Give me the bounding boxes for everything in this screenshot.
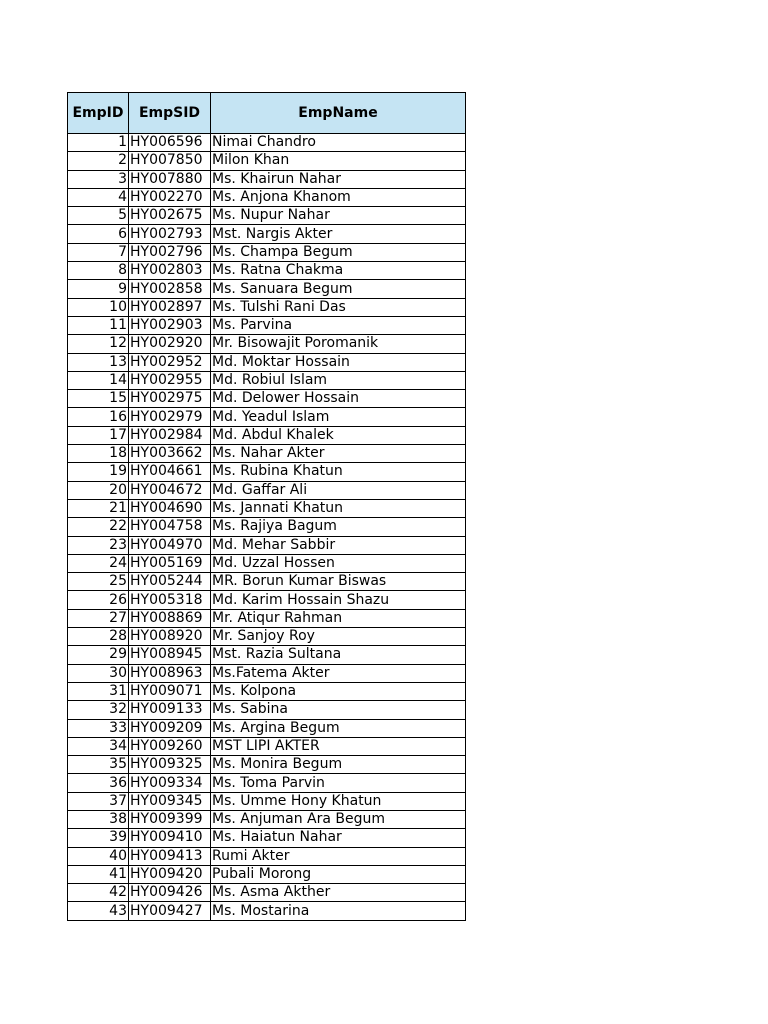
cell-empsid: HY009260 [129,737,211,755]
cell-empsid: HY008945 [129,646,211,664]
cell-empid: 28 [68,628,129,646]
cell-empname: Ms. Kolpona [211,682,466,700]
cell-empsid: HY004690 [129,499,211,517]
table-row [68,481,466,499]
cell-empid: 18 [68,445,129,463]
table-row [68,573,466,591]
cell-empname: Md. Yeadul Islam [211,408,466,426]
cell-empid: 10 [68,298,129,316]
cell-empid: 16 [68,408,129,426]
cell-empid: 13 [68,353,129,371]
table-row [68,792,466,810]
cell-empid: 4 [68,188,129,206]
header-row [68,93,466,134]
cell-empid: 6 [68,225,129,243]
cell-empname: Mr. Bisowajit Poromanik [211,335,466,353]
cell-empname: Pubali Morong [211,865,466,883]
cell-empname: Milon Khan [211,152,466,170]
cell-empname: Mr. Atiqur Rahman [211,609,466,627]
cell-empname: Ms. Toma Parvin [211,774,466,792]
cell-empid: 36 [68,774,129,792]
table-row [68,499,466,517]
cell-empid: 15 [68,390,129,408]
cell-empname: MR. Borun Kumar Biswas [211,573,466,591]
table-row [68,554,466,572]
cell-empid: 7 [68,243,129,261]
cell-empname: Nimai Chandro [211,134,466,152]
table-row [68,609,466,627]
cell-empsid: HY009427 [129,902,211,920]
cell-empsid: HY002897 [129,298,211,316]
cell-empsid: HY002955 [129,371,211,389]
cell-empsid: HY002270 [129,188,211,206]
cell-empid: 37 [68,792,129,810]
cell-empid: 22 [68,518,129,536]
cell-empname: Md. Gaffar Ali [211,481,466,499]
table-row [68,243,466,261]
cell-empsid: HY009325 [129,756,211,774]
cell-empsid: HY002675 [129,207,211,225]
cell-empsid: HY008869 [129,609,211,627]
employee-table [67,92,466,921]
cell-empsid: HY002903 [129,316,211,334]
table-row [68,316,466,334]
cell-empid: 25 [68,573,129,591]
cell-empname: MST LIPI AKTER [211,737,466,755]
cell-empname: Ms. Nahar Akter [211,445,466,463]
table-row [68,664,466,682]
cell-empid: 38 [68,810,129,828]
cell-empsid: HY007880 [129,170,211,188]
cell-empid: 32 [68,701,129,719]
table-body [68,134,466,921]
table-row [68,701,466,719]
cell-empname: Ms. Jannati Khatun [211,499,466,517]
cell-empid: 30 [68,664,129,682]
cell-empid: 14 [68,371,129,389]
cell-empsid: HY007850 [129,152,211,170]
cell-empname: Ms. Anjona Khanom [211,188,466,206]
table-row [68,188,466,206]
cell-empid: 43 [68,902,129,920]
cell-empsid: HY002975 [129,390,211,408]
cell-empname: Md. Moktar Hossain [211,353,466,371]
cell-empsid: HY004758 [129,518,211,536]
cell-empid: 20 [68,481,129,499]
cell-empid: 12 [68,335,129,353]
table-row [68,591,466,609]
cell-empid: 23 [68,536,129,554]
table-row [68,536,466,554]
cell-empname: Ms. Argina Begum [211,719,466,737]
cell-empsid: HY002920 [129,335,211,353]
cell-empsid: HY004970 [129,536,211,554]
cell-empsid: HY002984 [129,426,211,444]
cell-empid: 29 [68,646,129,664]
cell-empname: Ms. Sanuara Begum [211,280,466,298]
cell-empname: Ms. Ratna Chakma [211,262,466,280]
cell-empsid: HY004672 [129,481,211,499]
cell-empsid: HY009420 [129,865,211,883]
table-row [68,262,466,280]
cell-empid: 39 [68,829,129,847]
table-row [68,774,466,792]
cell-empid: 31 [68,682,129,700]
cell-empname: Ms. Khairun Nahar [211,170,466,188]
cell-empname: Ms. Tulshi Rani Das [211,298,466,316]
cell-empid: 1 [68,134,129,152]
cell-empsid: HY008920 [129,628,211,646]
cell-empid: 17 [68,426,129,444]
cell-empid: 27 [68,609,129,627]
cell-empname: Ms. Monira Begum [211,756,466,774]
cell-empid: 40 [68,847,129,865]
table-row [68,628,466,646]
cell-empid: 35 [68,756,129,774]
table-row [68,463,466,481]
table-row [68,298,466,316]
cell-empsid: HY002796 [129,243,211,261]
cell-empid: 42 [68,884,129,902]
cell-empname: Mst. Nargis Akter [211,225,466,243]
cell-empsid: HY009209 [129,719,211,737]
cell-empname: Rumi Akter [211,847,466,865]
cell-empname: Md. Mehar Sabbir [211,536,466,554]
table-row [68,280,466,298]
cell-empsid: HY009426 [129,884,211,902]
cell-empsid: HY003662 [129,445,211,463]
cell-empname: Ms. Anjuman Ara Begum [211,810,466,828]
table-row [68,847,466,865]
cell-empsid: HY004661 [129,463,211,481]
cell-empname: Md. Uzzal Hossen [211,554,466,572]
cell-empname: Ms. Rubina Khatun [211,463,466,481]
table-row [68,829,466,847]
cell-empid: 41 [68,865,129,883]
cell-empid: 21 [68,499,129,517]
cell-empid: 3 [68,170,129,188]
header-empsid: EmpSID [129,93,211,134]
header-empname: EmpName [211,93,466,134]
table-row [68,152,466,170]
cell-empid: 2 [68,152,129,170]
cell-empname: Ms. Haiatun Nahar [211,829,466,847]
cell-empname: Md. Robiul Islam [211,371,466,389]
table-row [68,719,466,737]
cell-empsid: HY002803 [129,262,211,280]
table-row [68,207,466,225]
table-row [68,902,466,920]
cell-empname: Md. Karim Hossain Shazu [211,591,466,609]
cell-empsid: HY009345 [129,792,211,810]
cell-empname: Ms. Sabina [211,701,466,719]
cell-empsid: HY009071 [129,682,211,700]
cell-empsid: HY009133 [129,701,211,719]
cell-empsid: HY009410 [129,829,211,847]
table-row [68,682,466,700]
table-row [68,390,466,408]
cell-empsid: HY002952 [129,353,211,371]
cell-empid: 11 [68,316,129,334]
header-empid: EmpID [68,93,129,134]
cell-empsid: HY005169 [129,554,211,572]
table-row [68,518,466,536]
table-row [68,371,466,389]
table-row [68,225,466,243]
cell-empsid: HY002793 [129,225,211,243]
cell-empname: Mst. Razia Sultana [211,646,466,664]
cell-empsid: HY006596 [129,134,211,152]
table-row [68,134,466,152]
table-row [68,445,466,463]
cell-empsid: HY002858 [129,280,211,298]
cell-empid: 24 [68,554,129,572]
cell-empname: Md. Abdul Khalek [211,426,466,444]
table-row [68,756,466,774]
cell-empname: Ms. Umme Hony Khatun [211,792,466,810]
cell-empsid: HY009399 [129,810,211,828]
table-row [68,810,466,828]
table-row [68,646,466,664]
cell-empname: Ms. Nupur Nahar [211,207,466,225]
cell-empsid: HY002979 [129,408,211,426]
cell-empsid: HY008963 [129,664,211,682]
cell-empid: 5 [68,207,129,225]
cell-empid: 9 [68,280,129,298]
cell-empid: 34 [68,737,129,755]
cell-empsid: HY005244 [129,573,211,591]
table-row [68,737,466,755]
cell-empid: 8 [68,262,129,280]
table-row [68,426,466,444]
cell-empid: 26 [68,591,129,609]
table-row [68,170,466,188]
table-row [68,865,466,883]
table-row [68,884,466,902]
cell-empname: Ms. Champa Begum [211,243,466,261]
cell-empid: 33 [68,719,129,737]
table-row [68,353,466,371]
cell-empsid: HY009413 [129,847,211,865]
table-row [68,408,466,426]
cell-empname: Ms. Mostarina [211,902,466,920]
cell-empsid: HY005318 [129,591,211,609]
cell-empname: Ms. Asma Akther [211,884,466,902]
cell-empname: Ms. Rajiya Bagum [211,518,466,536]
cell-empname: Mr. Sanjoy Roy [211,628,466,646]
cell-empname: Md. Delower Hossain [211,390,466,408]
cell-empname: Ms.Fatema Akter [211,664,466,682]
cell-empname: Ms. Parvina [211,316,466,334]
table-row [68,335,466,353]
cell-empsid: HY009334 [129,774,211,792]
cell-empid: 19 [68,463,129,481]
